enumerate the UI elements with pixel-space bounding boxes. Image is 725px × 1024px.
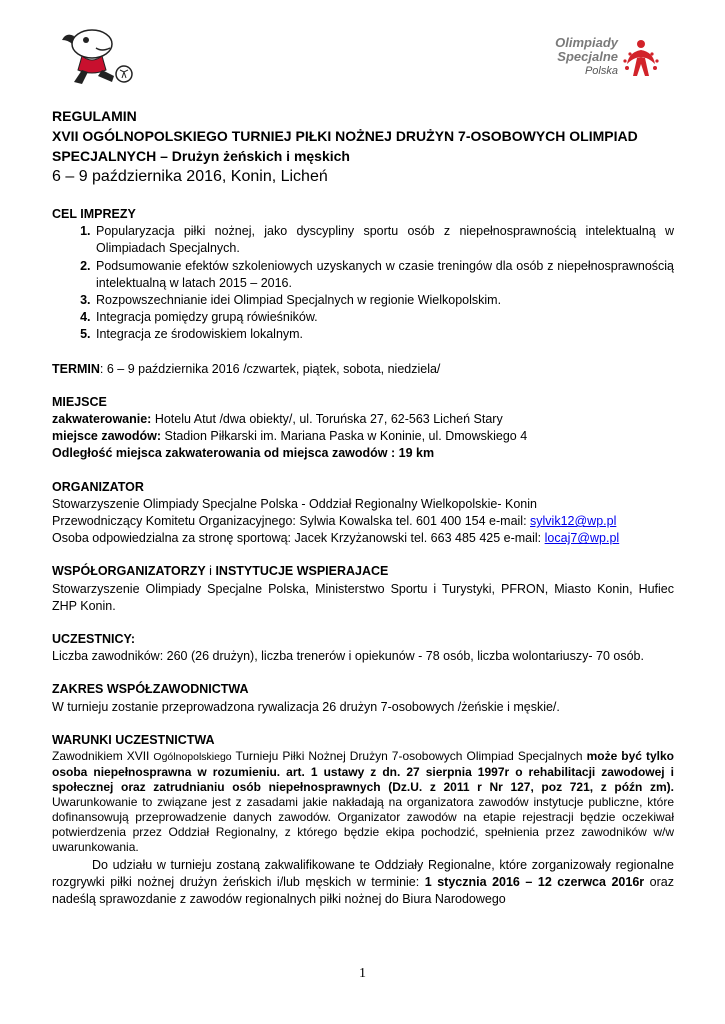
warunki-p2-a: Do udziału w turnieju zostaną zakwalifikowane te Oddziały Regionalne, które zorganizowały regionalne rozgrywki piłki nożnej drużyn żeńskich i/lub męskich w terminie: [52,858,674,890]
odleglosc-line: Odległość miejsca zakwaterowania od miejsca zawodów : 19 km [52,446,435,461]
organizator-line-2 [52,513,674,530]
termin-text: : 6 – 9 października 2016 /czwartek, piątek, sobota, niedziela/ [99,361,441,376]
zakres-text: W turnieju zostanie przeprowadzona rywalizacja 26 drużyn 7-osobowych /żeńskie i męskie/. [52,699,560,714]
termin-label: TERMIN [52,361,100,376]
warunki-p2-b: oraz nadeślą sprawozdanie z zawodów regionalnych piłki nożnej do Biura Narodowego [52,875,674,907]
warunki-p2-bold: 1 stycznia 2016 – 12 czerwca 2016r [424,875,645,890]
warunki-p1-small: Ogólnopolskiego [153,751,232,764]
heading-part-a: WSPÓŁORGANIZATORZY [52,564,206,579]
warunki-paragraph-2 [52,857,674,909]
section-heading-organizator: ORGANIZATOR [52,479,144,494]
warunki-p1-a: Zawodnikiem XVII [52,749,154,764]
miejsce-zawodow-text: Stadion Piłkarski im. Mariana Paska w Koninie, ul. Dmowskiego 4 [161,429,528,444]
title-date: 6 – 9 października 2016, Konin, Licheń [52,168,328,185]
organizator-line-1: Stowarzyszenie Olimpiady Specjalne Polska - Oddział Regionalny Wielkopolskie- Konin [52,496,537,511]
zakwaterowanie-label: zakwaterowanie: [52,412,152,427]
title-line-1: REGULAMIN [52,108,137,124]
email-link-1[interactable]: sylvik12@wp.pl [530,514,617,529]
section-heading-zakres: ZAKRES WSPÓŁZAWODNICTWA [52,682,249,697]
title-line-2: XVII OGÓLNOPOLSKIEGO TURNIEJ PIŁKI NOŻNEJ DRUŻYN 7-OSOBOWYCH OLIMPIAD [52,128,638,144]
list-item: 1. Popularyzacja piłki nożnej, jako dyscypliny sportu osób z niepełnosprawnością intelektualną w Olimpiadach Specjalnych. [94,223,674,257]
list-item: 5. Integracja ze środowiskiem lokalnym. [94,326,674,343]
mascot-logo [52,22,138,88]
warunki-p1-c: Uwarunkowanie to związane jest z zasadami jakie nakładają na organizatora zawodów instytucje publiczne, które dofinansowują przeprowadzenie danych zawodów. Organizator zawodów na etapie rejestracji będzie oczekiwał potwierdzenia przez Oddział Regionalny, z którego będzie ekipa pochodzić, spełnienia przez zawodników w/w uwarunkowania. [52,795,674,855]
list-item: 3. Rozpowszechnianie idei Olimpiad Specjalnych w regionie Wielkopolskim. [94,292,674,309]
list-item: 2. Podsumowanie efektów szkoleniowych uzyskanych w czasie treningów dla osób z niepełnosprawnością intelektualną w latach 2015 – 2016. [94,258,674,292]
logo-line-2: Specjalne [557,49,618,64]
organizator-contact-2: Osoba odpowiedzialna za stronę sportową: Jacek Krzyżanowski tel. 663 485 425 e-mail: [52,531,545,546]
logo-line-3: Polska [584,65,618,77]
section-heading-uczestnicy: UCZESTNICY: [52,632,136,647]
zakwaterowanie-line [52,411,674,428]
title-line-3: SPECJALNYCH – Drużyn żeńskich i męskich [52,148,350,164]
organizator-line-3 [52,530,674,547]
miejsce-zawodow-label: miejsce zawodów: [52,429,162,444]
organizator-contact-1: Przewodniczący Komitetu Organizacyjnego: Sylwia Kowalska tel. 601 400 154 e-mail: [52,514,531,529]
heading-part-i: i [205,564,216,579]
logo-wordmark [530,36,618,78]
miejsce-zawodow-line [52,428,674,445]
uczestnicy-text: Liczba zawodników: 260 (26 drużyn), liczba trenerów i opiekunów - 78 osób, liczba wolontariuszy- 70 osób. [52,649,644,664]
email-link-2[interactable]: locaj7@wp.pl [544,531,620,546]
wspolorganizatorzy-text: Stowarzyszenie Olimpiady Specjalne Polska, Ministerstwo Sportu i Turystyki, PFRON, Miasto Konin, Hufiec ZHP Konin. [52,581,674,613]
logo-line-1: Olimpiady [555,35,618,50]
heading-part-b: INSTYTUCJE WSPIERAJACE [215,564,389,579]
zakwaterowanie-text: Hotelu Atut /dwa obiekty/, ul. Toruńska 27, 62-563 Licheń Stary [151,412,503,427]
page-number: 1 [359,966,366,981]
list-item: 4. Integracja pomiędzy grupą rówieśników. [94,309,674,326]
warunki-paragraph-1 [52,749,674,855]
warunki-p1-b: Turnieju Piłki Nożnej Drużyn 7-osobowych Olimpiad Specjalnych [231,749,587,764]
termin-line [52,361,674,378]
document-title [52,106,674,188]
document-body [52,106,674,909]
section-heading-warunki: WARUNKI UCZESTNICTWA [52,732,215,747]
cel-list [52,223,674,343]
special-olympics-mark-icon [622,34,660,80]
section-heading-miejsce: MIEJSCE [52,394,107,409]
section-heading-wspolorganizatorzy [52,563,674,580]
olimpiady-specjalne-logo [530,34,660,84]
football-player-mascot-icon [52,22,138,88]
section-heading-cel: CEL IMPREZY [52,207,136,221]
warunki-p1-bold: może być tylko osoba niepełnosprawna w rozumieniu. art. 1 ustawy z dn. 27 sierpnia 1997r o rehabilitacji zawodowej i społecznej oraz zatrudnianiu osób niepełnosprawnych (Dz.U. z 2011 r Nr 127, poz 721, z późn zm). [52,749,674,795]
